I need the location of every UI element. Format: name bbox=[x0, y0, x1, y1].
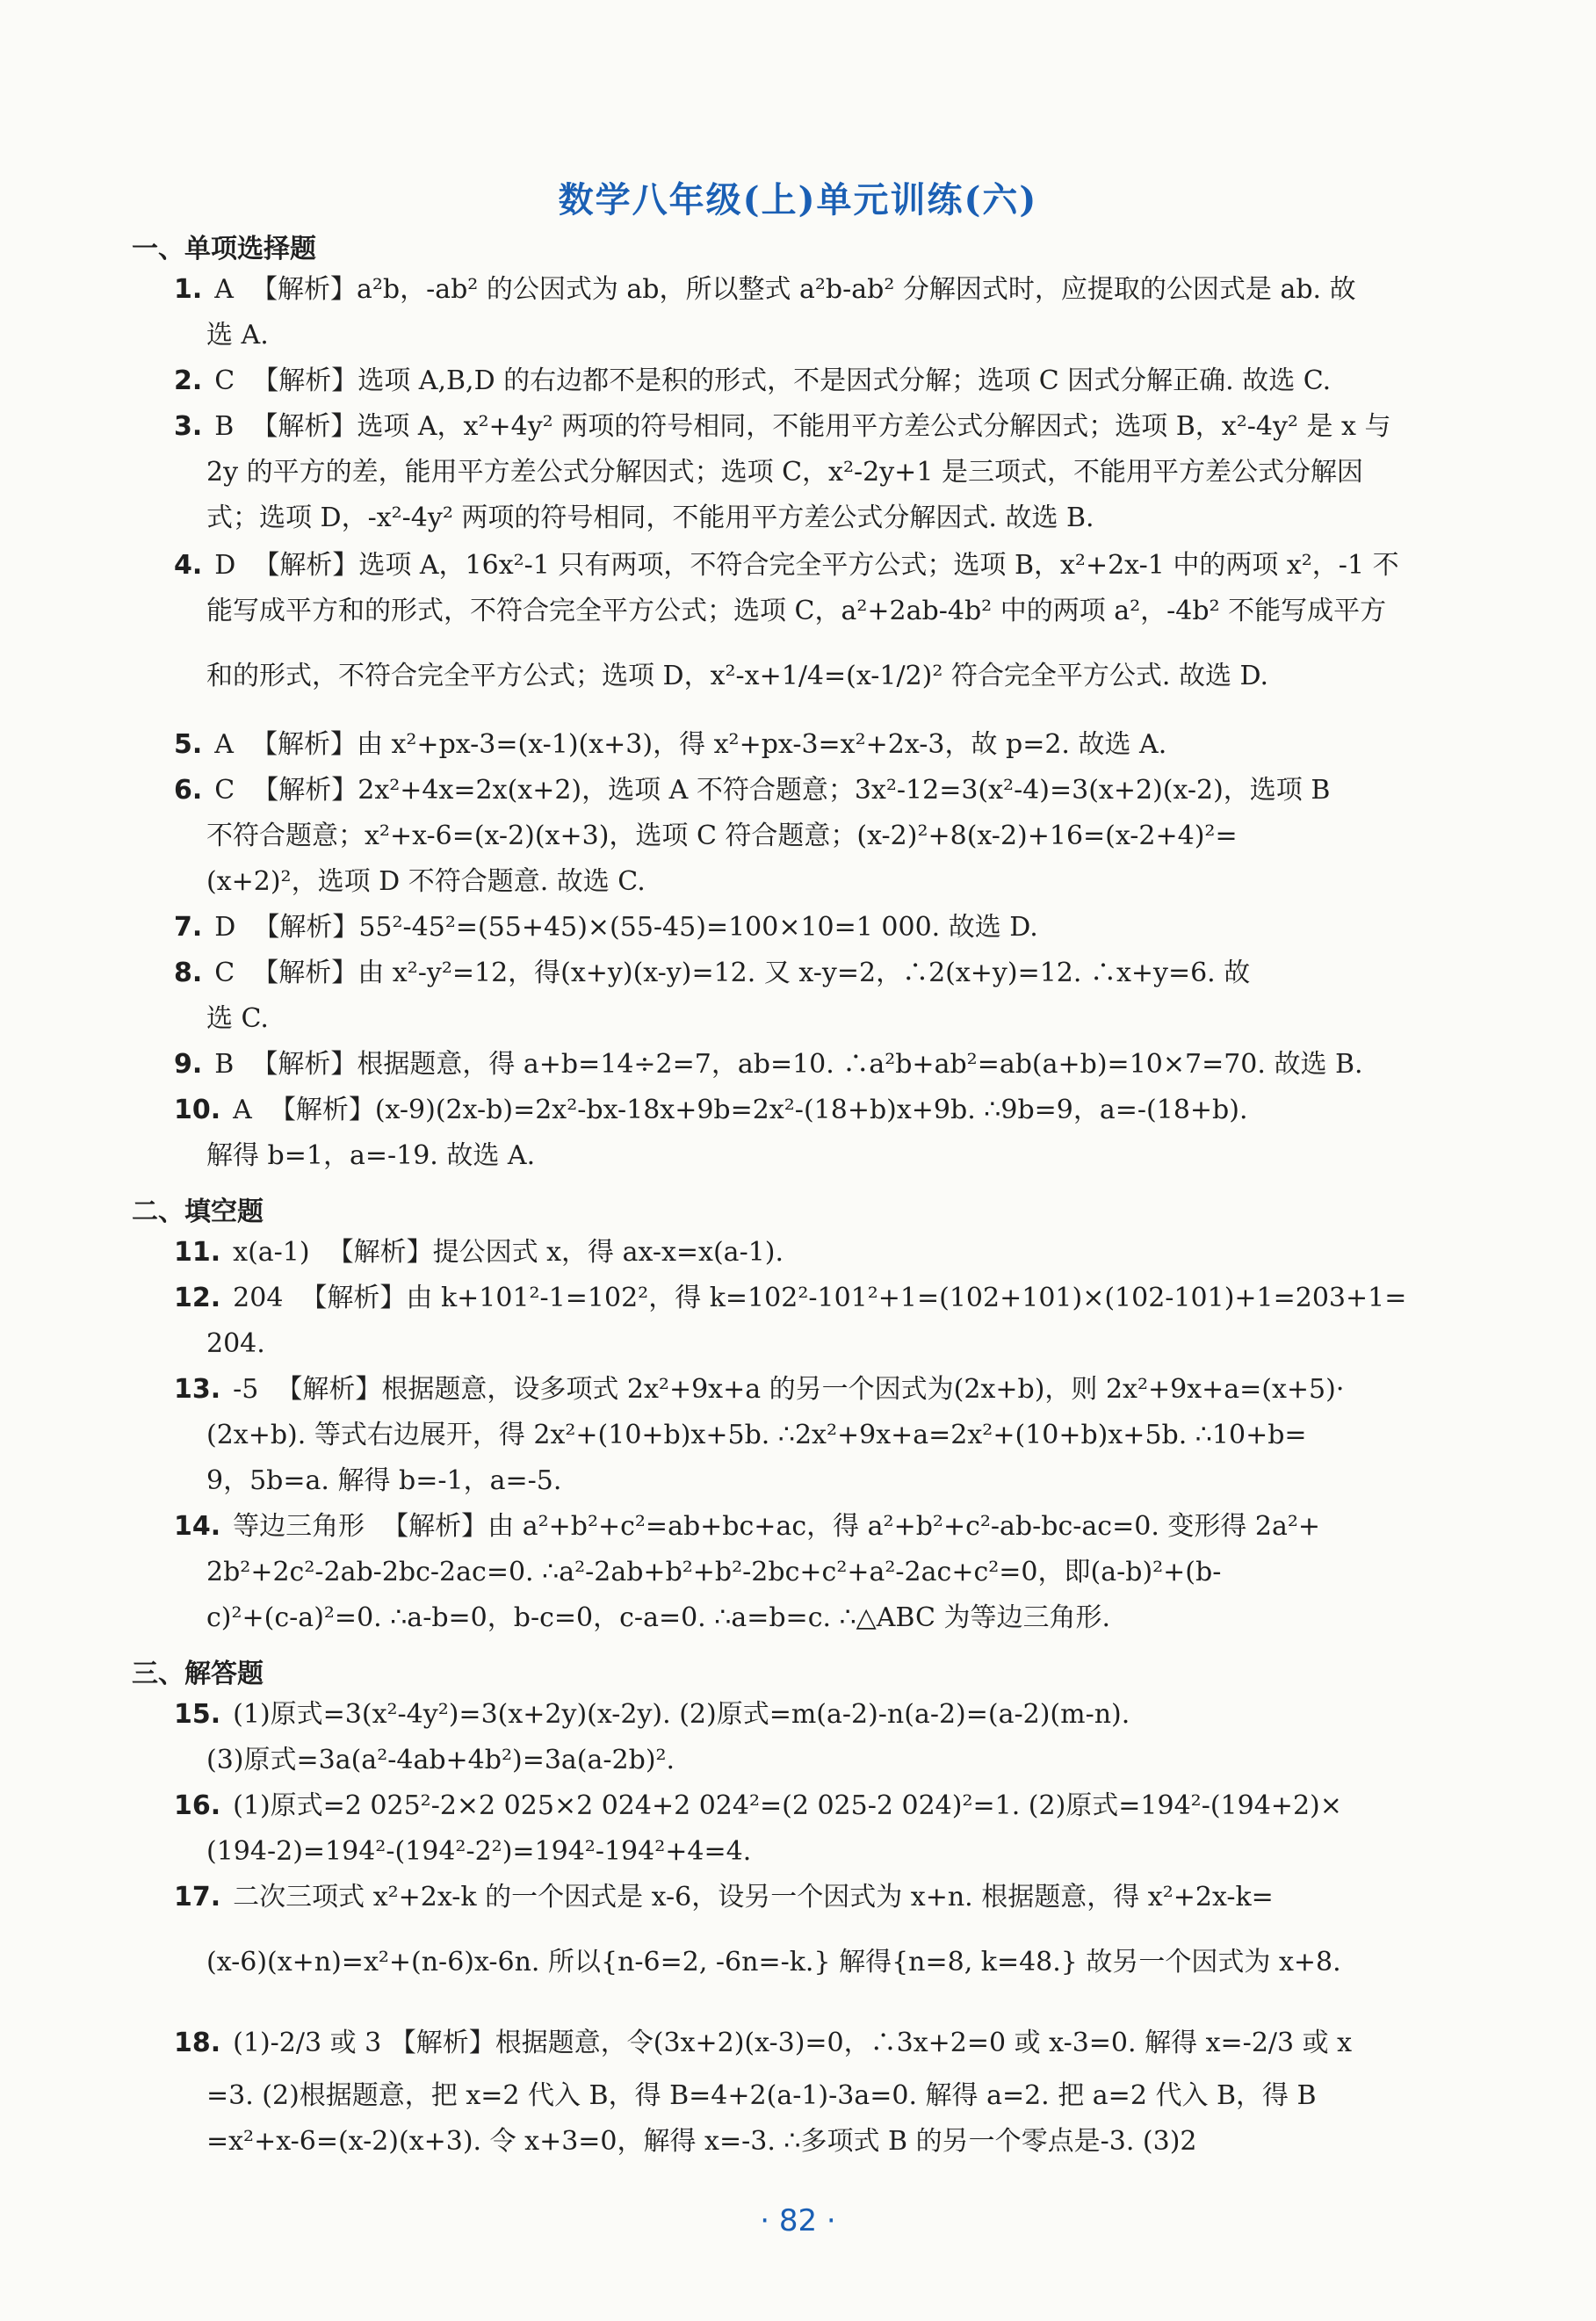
page-number: · 82 · bbox=[760, 2203, 836, 2238]
item-text: 【解析】选项 A,B,D 的右边都不是积的形式，不是因式分解；选项 C 因式分解正确. 故选 C. bbox=[252, 365, 1332, 396]
item-number: 12. bbox=[174, 1283, 221, 1313]
item-answer: 204 bbox=[233, 1283, 284, 1313]
item-text: 【解析】选项 A，16x²-1 只有两项，不符合完全平方公式；选项 B，x²+2x-1 中的两项 x²，-1 不 bbox=[253, 550, 1399, 581]
page-title: 数学八年级(上)单元训练(六) bbox=[558, 179, 1038, 221]
item-answer: A bbox=[233, 1095, 252, 1125]
answer-item-18 bbox=[174, 2021, 1491, 2066]
answer-item-16 bbox=[174, 1783, 1491, 1829]
item-text-cont: 解得 b=1，a=-19. 故选 A. bbox=[206, 1140, 536, 1171]
item-number: 7. bbox=[174, 912, 203, 943]
item-text-cont: 能写成平方和的形式，不符合完全平方公式；选项 C，a²+2ab-4b² 中的两项 a²，-4b² 不能写成平方 bbox=[206, 596, 1387, 626]
item-text-cont: c)²+(c-a)²=0. ∴a-b=0，b-c=0，c-a=0. ∴a=b=c. ∴△ABC 为等边三角形. bbox=[206, 1602, 1111, 1633]
section-heading-choice: 一、单项选择题 bbox=[132, 234, 316, 264]
item-text-cont: 9，5b=a. 解得 b=-1，a=-5. bbox=[206, 1465, 562, 1496]
item-number: 18. bbox=[174, 2028, 221, 2058]
answer-item-11 bbox=[174, 1230, 1491, 1276]
answer-item-1 bbox=[174, 267, 1491, 313]
answer-item-5 bbox=[174, 722, 1491, 768]
answer-item-6 bbox=[174, 768, 1491, 813]
section-heading-fill: 二、填空题 bbox=[132, 1197, 264, 1227]
item-number: 2. bbox=[174, 365, 203, 396]
item-text-cont: 不符合题意；x²+x-6=(x-2)(x+3)，选项 C 符合题意；(x-2)²+8(x-2)+16=(x-2+4)²= bbox=[206, 821, 1238, 851]
item-number: 17. bbox=[174, 1882, 221, 1912]
item-text: 【解析】由 a²+b²+c²=ab+bc+ac，得 a²+b²+c²-ab-bc-ac=0. 变形得 2a²+ bbox=[382, 1511, 1321, 1542]
item-text: 二次三项式 x²+2x-k 的一个因式是 x-6，设另一个因式为 x+n. 根据题意，得 x²+2x-k= bbox=[233, 1882, 1274, 1912]
item-text-cont: (194-2)=194²-(194²-2²)=194²-194²+4=4. bbox=[206, 1836, 752, 1867]
answer-item-4 bbox=[174, 543, 1491, 589]
answer-item-14 bbox=[174, 1504, 1491, 1550]
item-text: 【解析】由 k+101²-1=102²，得 k=102²-101²+1=(102+101)×(102-101)+1=203+1= bbox=[300, 1283, 1407, 1313]
item-text-cont: 式；选项 D，-x²-4y² 两项的符号相同，不能用平方差公式分解因式. 故选 B. bbox=[206, 503, 1094, 533]
answer-item-9 bbox=[174, 1042, 1491, 1088]
item-answer: C bbox=[214, 958, 235, 988]
item-text: 【解析】选项 A，x²+4y² 两项的符号相同，不能用平方差公式分解因式；选项 B，x²-4y² 是 x 与 bbox=[251, 411, 1391, 442]
answer-item-15 bbox=[174, 1692, 1491, 1738]
item-text-cont: =x²+x-6=(x-2)(x+3). 令 x+3=0，解得 x=-3. ∴多项式 B 的另一个零点是-3. (3)2 bbox=[206, 2126, 1197, 2157]
item-text: 【解析】提公因式 x，得 ax-x=x(a-1). bbox=[327, 1237, 784, 1268]
answer-item-10 bbox=[174, 1088, 1491, 1133]
answer-item-3 bbox=[174, 404, 1491, 450]
item-number: 10. bbox=[174, 1095, 221, 1125]
item-text-cont: 选 A. bbox=[206, 320, 269, 351]
item-answer: B bbox=[214, 1049, 235, 1080]
item-answer: A bbox=[214, 274, 234, 305]
item-text: (1)-2/3 或 3 【解析】根据题意，令(3x+2)(x-3)=0，∴3x+2=0 或 x-3=0. 解得 x=-2/3 或 x bbox=[233, 2028, 1353, 2058]
item-text-cont: (3)原式=3a(a²-4ab+4b²)=3a(a-2b)². bbox=[206, 1745, 675, 1775]
item-text-cont: (x+2)²，选项 D 不符合题意. 故选 C. bbox=[206, 866, 646, 897]
item-answer: B bbox=[214, 411, 235, 442]
answer-item-12 bbox=[174, 1276, 1491, 1321]
item-text-cont: 2b²+2c²-2ab-2bc-2ac=0. ∴a²-2ab+b²+b²-2bc+c²+a²-2ac+c²=0，即(a-b)²+(b- bbox=[206, 1557, 1222, 1587]
item-number: 8. bbox=[174, 958, 203, 988]
item-number: 9. bbox=[174, 1049, 203, 1080]
item-answer: D bbox=[214, 912, 236, 943]
item-number: 4. bbox=[174, 550, 203, 581]
section-heading-solve: 三、解答题 bbox=[132, 1659, 264, 1689]
item-text-cont: 2y 的平方的差，能用平方差公式分解因式；选项 C，x²-2y+1 是三项式，不能用平方差公式分解因 bbox=[206, 457, 1363, 488]
answer-item-8 bbox=[174, 951, 1491, 996]
item-text: 【解析】根据题意，设多项式 2x²+9x+a 的另一个因式为(2x+b)，则 2x²+9x+a=(x+5)· bbox=[276, 1374, 1345, 1405]
item-answer: D bbox=[214, 550, 236, 581]
item-text-cont: =3. (2)根据题意，把 x=2 代入 B，得 B=4+2(a-1)-3a=0. 解得 a=2. 把 a=2 代入 B，得 B bbox=[206, 2080, 1317, 2111]
item-text-cont: 选 C. bbox=[206, 1003, 269, 1034]
item-number: 13. bbox=[174, 1374, 221, 1405]
item-text: 【解析】(x-9)(2x-b)=2x²-bx-18x+9b=2x²-(18+b)x+9b. ∴9b=9，a=-(18+b). bbox=[269, 1095, 1248, 1125]
item-text-cont: 204. bbox=[206, 1328, 265, 1359]
item-text: 【解析】由 x²-y²=12，得(x+y)(x-y)=12. 又 x-y=2，∴2(x+y)=12. ∴x+y=6. 故 bbox=[252, 958, 1251, 988]
item-number: 15. bbox=[174, 1699, 221, 1730]
item-number: 14. bbox=[174, 1511, 221, 1542]
answer-item-13 bbox=[174, 1367, 1491, 1413]
item-answer: C bbox=[214, 775, 235, 806]
answer-item-2 bbox=[174, 358, 1491, 404]
item-number: 16. bbox=[174, 1790, 221, 1821]
item-text: 【解析】55²-45²=(55+45)×(55-45)=100×10=1 000. 故选 D. bbox=[253, 912, 1038, 943]
item-number: 11. bbox=[174, 1237, 221, 1268]
item-answer: 等边三角形 bbox=[233, 1511, 365, 1542]
answer-item-17 bbox=[174, 1875, 1491, 1920]
item-number: 5. bbox=[174, 729, 203, 760]
answer-item-7 bbox=[174, 905, 1491, 951]
item-answer: -5 bbox=[233, 1374, 259, 1405]
item-answer: A bbox=[214, 729, 234, 760]
item-number: 3. bbox=[174, 411, 203, 442]
item-text-cont: (2x+b). 等式右边展开，得 2x²+(10+b)x+5b. ∴2x²+9x+a=2x²+(10+b)x+5b. ∴10+b= bbox=[206, 1420, 1307, 1450]
item-number: 6. bbox=[174, 775, 203, 806]
item-text: 【解析】由 x²+px-3=(x-1)(x+3)，得 x²+px-3=x²+2x-3，故 p=2. 故选 A. bbox=[250, 729, 1167, 760]
item-text: 【解析】2x²+4x=2x(x+2)，选项 A 不符合题意；3x²-12=3(x²-4)=3(x+2)(x-2)，选项 B bbox=[252, 775, 1331, 806]
item-text-cont: 和的形式，不符合完全平方公式；选项 D，x²-x+1/4=(x-1/2)² 符合完全平方公式. 故选 D. bbox=[206, 661, 1269, 691]
item-text: 【解析】a²b，-ab² 的公因式为 ab，所以整式 a²b-ab² 分解因式时，应提取的公因式是 ab. 故 bbox=[250, 274, 1356, 305]
item-text: (1)原式=2 025²-2×2 025×2 024+2 024²=(2 025-2 024)²=1. (2)原式=194²-(194+2)× bbox=[233, 1790, 1342, 1821]
item-answer: C bbox=[214, 365, 235, 396]
item-number: 1. bbox=[174, 274, 203, 305]
item-text-cont: (x-6)(x+n)=x²+(n-6)x-6n. 所以{n-6=2, -6n=-k.} 解得{n=8, k=48.} 故另一个因式为 x+8. bbox=[206, 1947, 1341, 1978]
item-answer: x(a-1) bbox=[233, 1237, 310, 1268]
item-text: (1)原式=3(x²-4y²)=3(x+2y)(x-2y). (2)原式=m(a-2)-n(a-2)=(a-2)(m-n). bbox=[233, 1699, 1130, 1730]
item-text: 【解析】根据题意，得 a+b=14÷2=7，ab=10. ∴a²b+ab²=ab(a+b)=10×7=70. 故选 B. bbox=[251, 1049, 1363, 1080]
